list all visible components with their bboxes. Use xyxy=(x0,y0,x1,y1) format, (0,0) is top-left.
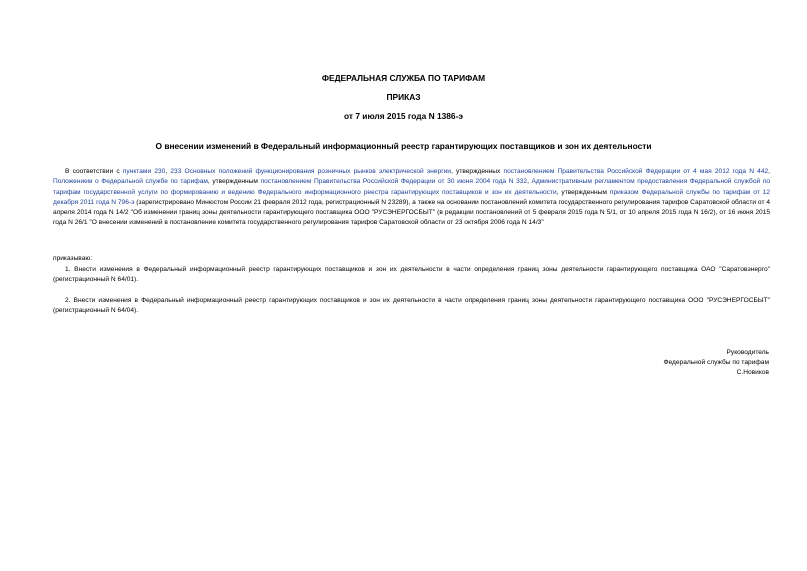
preamble-text: , утвержденным xyxy=(207,178,261,186)
orders-label: приказываю: xyxy=(53,255,93,262)
document-date-number: от 7 июля 2015 года N 1386-э xyxy=(343,111,463,121)
link-administrative-regulation[interactable]: Административным регламентом предоставления Федеральной службой по тарифам государственной услуги по формированию и ведению Федерального информационного реестра гарантирующих поставщиков и зон их деятельности xyxy=(53,178,771,196)
link-paragraph-233-basic-provisions[interactable]: 233 Основных положений функционирования розничных рынков электрической энергии xyxy=(170,168,451,175)
preamble-text: , утвержденных xyxy=(451,168,504,175)
order-item-1: 1. Внести изменения в Федеральный информационный реестр гарантирующих поставщиков и зон их деятельности в части определения границ зоны деятельности гарантирующего поставщика ОАО "Саратовэнерго" (регистрационный N 64/01). xyxy=(53,266,770,284)
link-fts-order-796e[interactable]: приказом Федеральной службы по тарифам от 12 декабря 2011 года N 796-э xyxy=(53,188,771,206)
preamble-paragraph xyxy=(53,167,770,229)
preamble-text: , утвержденным xyxy=(556,188,610,196)
link-government-decree-442[interactable]: постановлением Правительства Российской Федерации от 4 мая 2012 года N 442 xyxy=(503,168,769,175)
document-type: ПРИКАЗ xyxy=(386,92,421,102)
preamble-text: (зарегистрировано Минюстом России 21 февраля 2012 года, регистрационный N 23289), а также на основании постановлений комитета государственного регулирования тарифов Саратовской области от 4 апреля 2014 года N 14/2 "Об изменении границ зоны деятельности гарантирующего поставщика ООО "РУСЭНЕРГОСБЫТ" (в редакции постановлений от 5 февраля 2015 года N 5/1, от 10 апреля 2015 года N 16/2), от 16 июня 2015 года N 26/1 "О внесении изменений в постановление комитета государственного регулирования тарифов Саратовской области от 23 октября 2006 года N 14/3" xyxy=(53,198,770,227)
preamble-text: , xyxy=(527,178,532,186)
preamble-text: , xyxy=(165,168,171,175)
document-title: О внесении изменений в Федеральный информационный реестр гарантирующих поставщиков и зон их деятельности xyxy=(155,141,652,151)
link-fts-regulation[interactable]: Положением о Федеральной службе по тарифам xyxy=(53,178,208,186)
preamble-text: , xyxy=(768,168,770,175)
agency-heading: ФЕДЕРАЛЬНАЯ СЛУЖБА ПО ТАРИФАМ xyxy=(321,73,486,83)
preamble-text: В соответствии с xyxy=(65,168,123,175)
link-government-decree-332[interactable]: постановлением Правительства Российской Федерации от 30 июня 2004 года N 332 xyxy=(260,178,528,186)
order-item-2: 2. Внести изменения в Федеральный информационный реестр гарантирующих поставщиков и зон их деятельности в части определения границ зоны деятельности гарантирующего поставщика ООО "РУСЭНЕРГОСБЫТ" (регистрационный N 64/04). xyxy=(53,297,770,315)
signature-role: Руководитель xyxy=(726,349,769,356)
link-paragraph-230[interactable]: пунктами 230 xyxy=(122,168,166,175)
signature-name: С.Новиков xyxy=(736,369,769,376)
signature-organization: Федеральной службы по тарифам xyxy=(663,359,769,366)
